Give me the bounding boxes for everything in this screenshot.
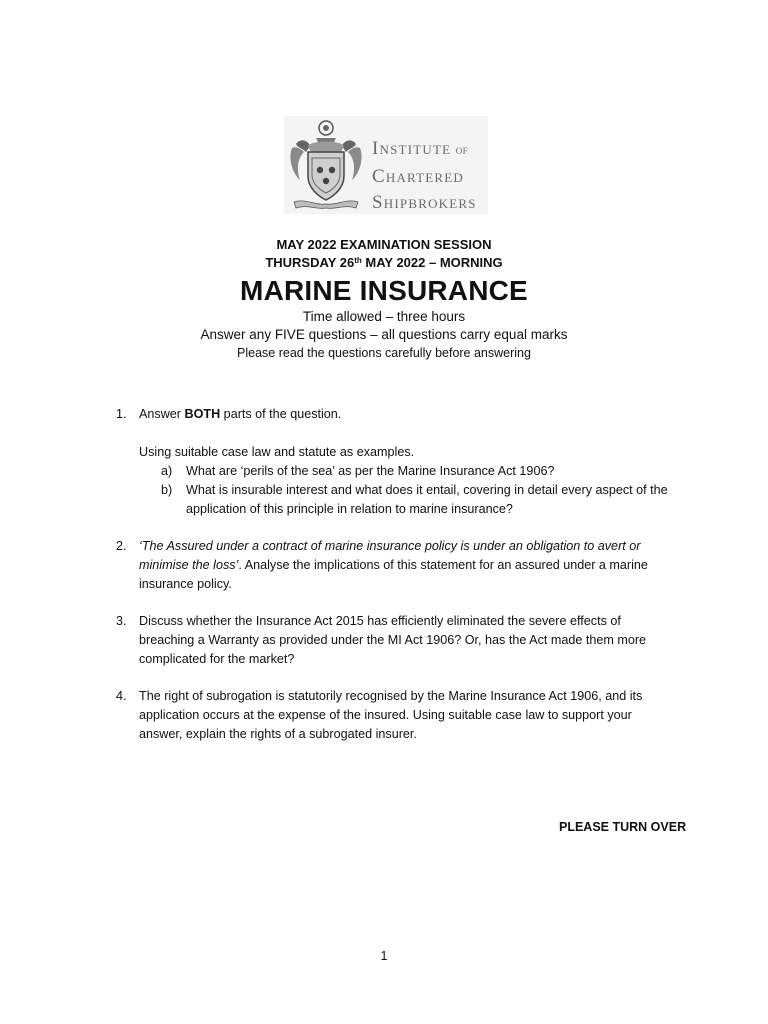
question-text: The right of subrogation is statutorily recognised by the Marine Insurance Act 1906, and its application occurs at the expense of the insured. Using suitable case law to support your answer, explain the rights of a subrogated insurer. (139, 689, 643, 741)
logo-line-2: CHARTERED (372, 166, 465, 187)
question-number: 1. (116, 407, 127, 421)
question-text: ‘The Assured under a contract of marine insurance policy is under an obligation to avert or minimise the loss’. Analyse the implications of this statement for an assured under a marine insurance policy. (139, 539, 648, 591)
logo-line-1: INSTITUTE OF (372, 138, 469, 159)
please-turn-over: PLEASE TURN OVER (559, 820, 687, 834)
institute-logo (284, 116, 488, 214)
instruction: Answer any FIVE questions – all questions carry equal marks (200, 327, 568, 342)
institute-name (372, 136, 488, 216)
coat-of-arms-icon (286, 118, 366, 212)
question-list (116, 405, 676, 762)
question-part-b: b) What is insurable interest and what does it entail, covering in detail every aspect of the application of this principle in relation to marine insurance? (161, 483, 668, 516)
question-number: 4. (116, 689, 127, 703)
question-intro: Answer BOTH parts of the question. (139, 407, 342, 421)
time-allowed: Time allowed – three hours (302, 309, 466, 324)
page-title: MARINE INSURANCE (240, 275, 528, 306)
question-lead: Using suitable case law and statute as examples. (139, 445, 415, 459)
question-4 (116, 687, 676, 744)
question-text: Discuss whether the Insurance Act 2015 has efficiently eliminated the severe effects of breaching a Warranty as provided under the MI Act 1906? Or, has the Act made them more complicated for the market? (139, 614, 647, 666)
question-number: 3. (116, 614, 127, 628)
exam-header (0, 236, 768, 362)
question-part-a: a) What are ‘perils of the sea’ as per the Marine Insurance Act 1906? (161, 464, 555, 478)
question-number: 2. (116, 539, 127, 553)
exam-session: MAY 2022 EXAMINATION SESSION (276, 237, 492, 252)
page-number: 1 (380, 949, 388, 963)
question-3 (116, 612, 676, 669)
read-note: Please read the questions carefully before answering (237, 346, 531, 360)
logo-line-3: SHIPBROKERS (372, 192, 477, 213)
question-1 (116, 405, 676, 519)
exam-date: THURSDAY 26th MAY 2022 – MORNING (265, 255, 503, 270)
question-2 (116, 537, 676, 594)
